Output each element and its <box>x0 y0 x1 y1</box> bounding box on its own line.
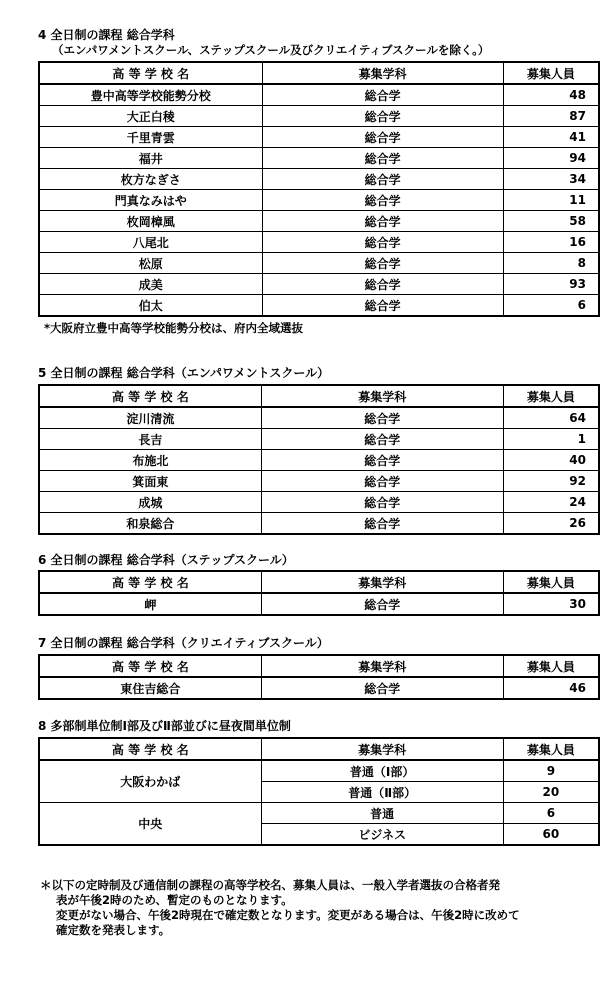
table-header-row <box>39 655 599 677</box>
capacity: 1 <box>503 429 599 450</box>
footer-note-line-4: 確定数を発表します。 <box>56 923 171 937</box>
capacity: 30 <box>503 593 599 615</box>
section-7-title: 7 全日制の課程 総合学科（クリエイティブスクール） <box>38 636 329 650</box>
table-row <box>39 274 599 295</box>
capacity: 16 <box>503 232 599 253</box>
capacity: 64 <box>503 407 599 429</box>
table-row <box>39 760 599 782</box>
school-name: 長吉 <box>39 429 261 450</box>
header-capacity: 募集人員 <box>503 738 599 760</box>
capacity: 60 <box>503 824 599 846</box>
section-6-title: 6 全日制の課程 総合学科（ステップスクール） <box>38 553 294 567</box>
school-name: 大正白稜 <box>39 106 262 127</box>
table-row <box>39 513 599 535</box>
header-school: 高 等 学 校 名 <box>39 738 261 760</box>
capacity: 46 <box>503 677 599 699</box>
section-8-table <box>38 737 600 846</box>
department: 総合学 <box>262 253 503 274</box>
section-5-title: 5 全日制の課程 総合学科（エンパワメントスクール） <box>38 366 330 380</box>
header-capacity: 募集人員 <box>503 385 599 407</box>
table-row <box>39 295 599 317</box>
school-name: 豊中高等学校能勢分校 <box>39 84 262 106</box>
table-row <box>39 84 599 106</box>
header-dept: 募集学科 <box>262 62 503 84</box>
department: 総合学 <box>262 274 503 295</box>
capacity: 94 <box>503 148 599 169</box>
school-name: 八尾北 <box>39 232 262 253</box>
school-name: 岬 <box>39 593 261 615</box>
capacity: 58 <box>503 211 599 232</box>
school-name: 大阪わかば <box>39 760 261 803</box>
capacity: 11 <box>503 190 599 211</box>
school-name: 枚岡樟風 <box>39 211 262 232</box>
section-8-title: 8 多部制単位制Ⅰ部及びⅡ部並びに昼夜間単位制 <box>38 719 291 733</box>
table-row <box>39 593 599 615</box>
school-name: 門真なみはや <box>39 190 262 211</box>
capacity: 24 <box>503 492 599 513</box>
department: ビジネス <box>261 824 503 846</box>
capacity: 92 <box>503 471 599 492</box>
table-row <box>39 190 599 211</box>
capacity: 26 <box>503 513 599 535</box>
capacity: 87 <box>503 106 599 127</box>
school-name: 淀川清流 <box>39 407 261 429</box>
section-8-table-body <box>39 738 599 845</box>
school-name: 成美 <box>39 274 262 295</box>
section-4-table <box>38 61 600 317</box>
school-name: 伯太 <box>39 295 262 317</box>
header-school: 高 等 学 校 名 <box>39 571 261 593</box>
department: 総合学 <box>261 450 503 471</box>
table-header-row <box>39 385 599 407</box>
department: 総合学 <box>262 211 503 232</box>
department: 総合学 <box>261 492 503 513</box>
department: 総合学 <box>262 106 503 127</box>
section-5-table-body <box>39 385 599 534</box>
department: 総合学 <box>261 429 503 450</box>
table-row <box>39 407 599 429</box>
section-4-note: *大阪府立豊中高等学校能勢分校は、府内全域選抜 <box>44 321 304 335</box>
header-capacity: 募集人員 <box>503 62 599 84</box>
department: 総合学 <box>262 148 503 169</box>
school-name: 枚方なぎさ <box>39 169 262 190</box>
header-school: 高 等 学 校 名 <box>39 655 261 677</box>
department: 総合学 <box>261 471 503 492</box>
section-6-table <box>38 570 600 616</box>
header-dept: 募集学科 <box>261 655 503 677</box>
table-row <box>39 429 599 450</box>
department: 総合学 <box>262 232 503 253</box>
school-name: 中央 <box>39 803 261 846</box>
header-school: 高 等 学 校 名 <box>39 62 262 84</box>
table-row <box>39 211 599 232</box>
department: 総合学 <box>262 169 503 190</box>
school-name: 箕面東 <box>39 471 261 492</box>
school-name: 和泉総合 <box>39 513 261 535</box>
table-row <box>39 677 599 699</box>
department: 総合学 <box>262 84 503 106</box>
table-row <box>39 232 599 253</box>
department: 総合学 <box>261 593 503 615</box>
table-row <box>39 127 599 148</box>
capacity: 6 <box>503 295 599 317</box>
header-dept: 募集学科 <box>261 385 503 407</box>
department: 総合学 <box>262 190 503 211</box>
capacity: 9 <box>503 760 599 782</box>
school-name: 成城 <box>39 492 261 513</box>
footer-note-line-3: 変更がない場合、午後2時現在で確定数となります。変更がある場合は、午後2時に改めて <box>56 908 520 922</box>
header-dept: 募集学科 <box>261 738 503 760</box>
capacity: 41 <box>503 127 599 148</box>
capacity: 8 <box>503 253 599 274</box>
capacity: 93 <box>503 274 599 295</box>
table-row <box>39 492 599 513</box>
header-dept: 募集学科 <box>261 571 503 593</box>
school-name: 布施北 <box>39 450 261 471</box>
header-school: 高 等 学 校 名 <box>39 385 261 407</box>
section-4-title: 4 全日制の課程 総合学科 <box>38 28 175 42</box>
section-5-table <box>38 384 600 535</box>
school-name: 千里青雲 <box>39 127 262 148</box>
table-row <box>39 253 599 274</box>
department: 総合学 <box>261 677 503 699</box>
table-row <box>39 471 599 492</box>
capacity: 20 <box>503 782 599 803</box>
capacity: 34 <box>503 169 599 190</box>
department: 普通（Ⅰ部） <box>261 760 503 782</box>
section-7-table <box>38 654 600 700</box>
section-4-table-body <box>39 62 599 316</box>
department: 普通 <box>261 803 503 824</box>
school-name: 松原 <box>39 253 262 274</box>
department: 総合学 <box>261 513 503 535</box>
capacity: 40 <box>503 450 599 471</box>
department: 普通（Ⅱ部） <box>261 782 503 803</box>
footer-note-line-1: ＊以下の定時制及び通信制の課程の高等学校名、募集人員は、一般入学者選抜の合格者発 <box>40 878 500 892</box>
section-4-subtitle: （エンパワメントスクール、ステップスクール及びクリエイティブスクールを除く。） <box>52 43 490 57</box>
department: 総合学 <box>262 295 503 317</box>
table-row <box>39 148 599 169</box>
table-header-row <box>39 738 599 760</box>
header-capacity: 募集人員 <box>503 571 599 593</box>
section-6-table-body <box>39 571 599 615</box>
table-row <box>39 450 599 471</box>
header-capacity: 募集人員 <box>503 655 599 677</box>
capacity: 48 <box>503 84 599 106</box>
table-header-row <box>39 571 599 593</box>
department: 総合学 <box>261 407 503 429</box>
department: 総合学 <box>262 127 503 148</box>
table-header-row <box>39 62 599 84</box>
table-row <box>39 803 599 824</box>
school-name: 福井 <box>39 148 262 169</box>
table-row <box>39 169 599 190</box>
footer-note-line-2: 表が午後2時のため、暫定のものとなります。 <box>56 893 293 907</box>
table-row <box>39 106 599 127</box>
school-name: 東住吉総合 <box>39 677 261 699</box>
section-7-table-body <box>39 655 599 699</box>
capacity: 6 <box>503 803 599 824</box>
